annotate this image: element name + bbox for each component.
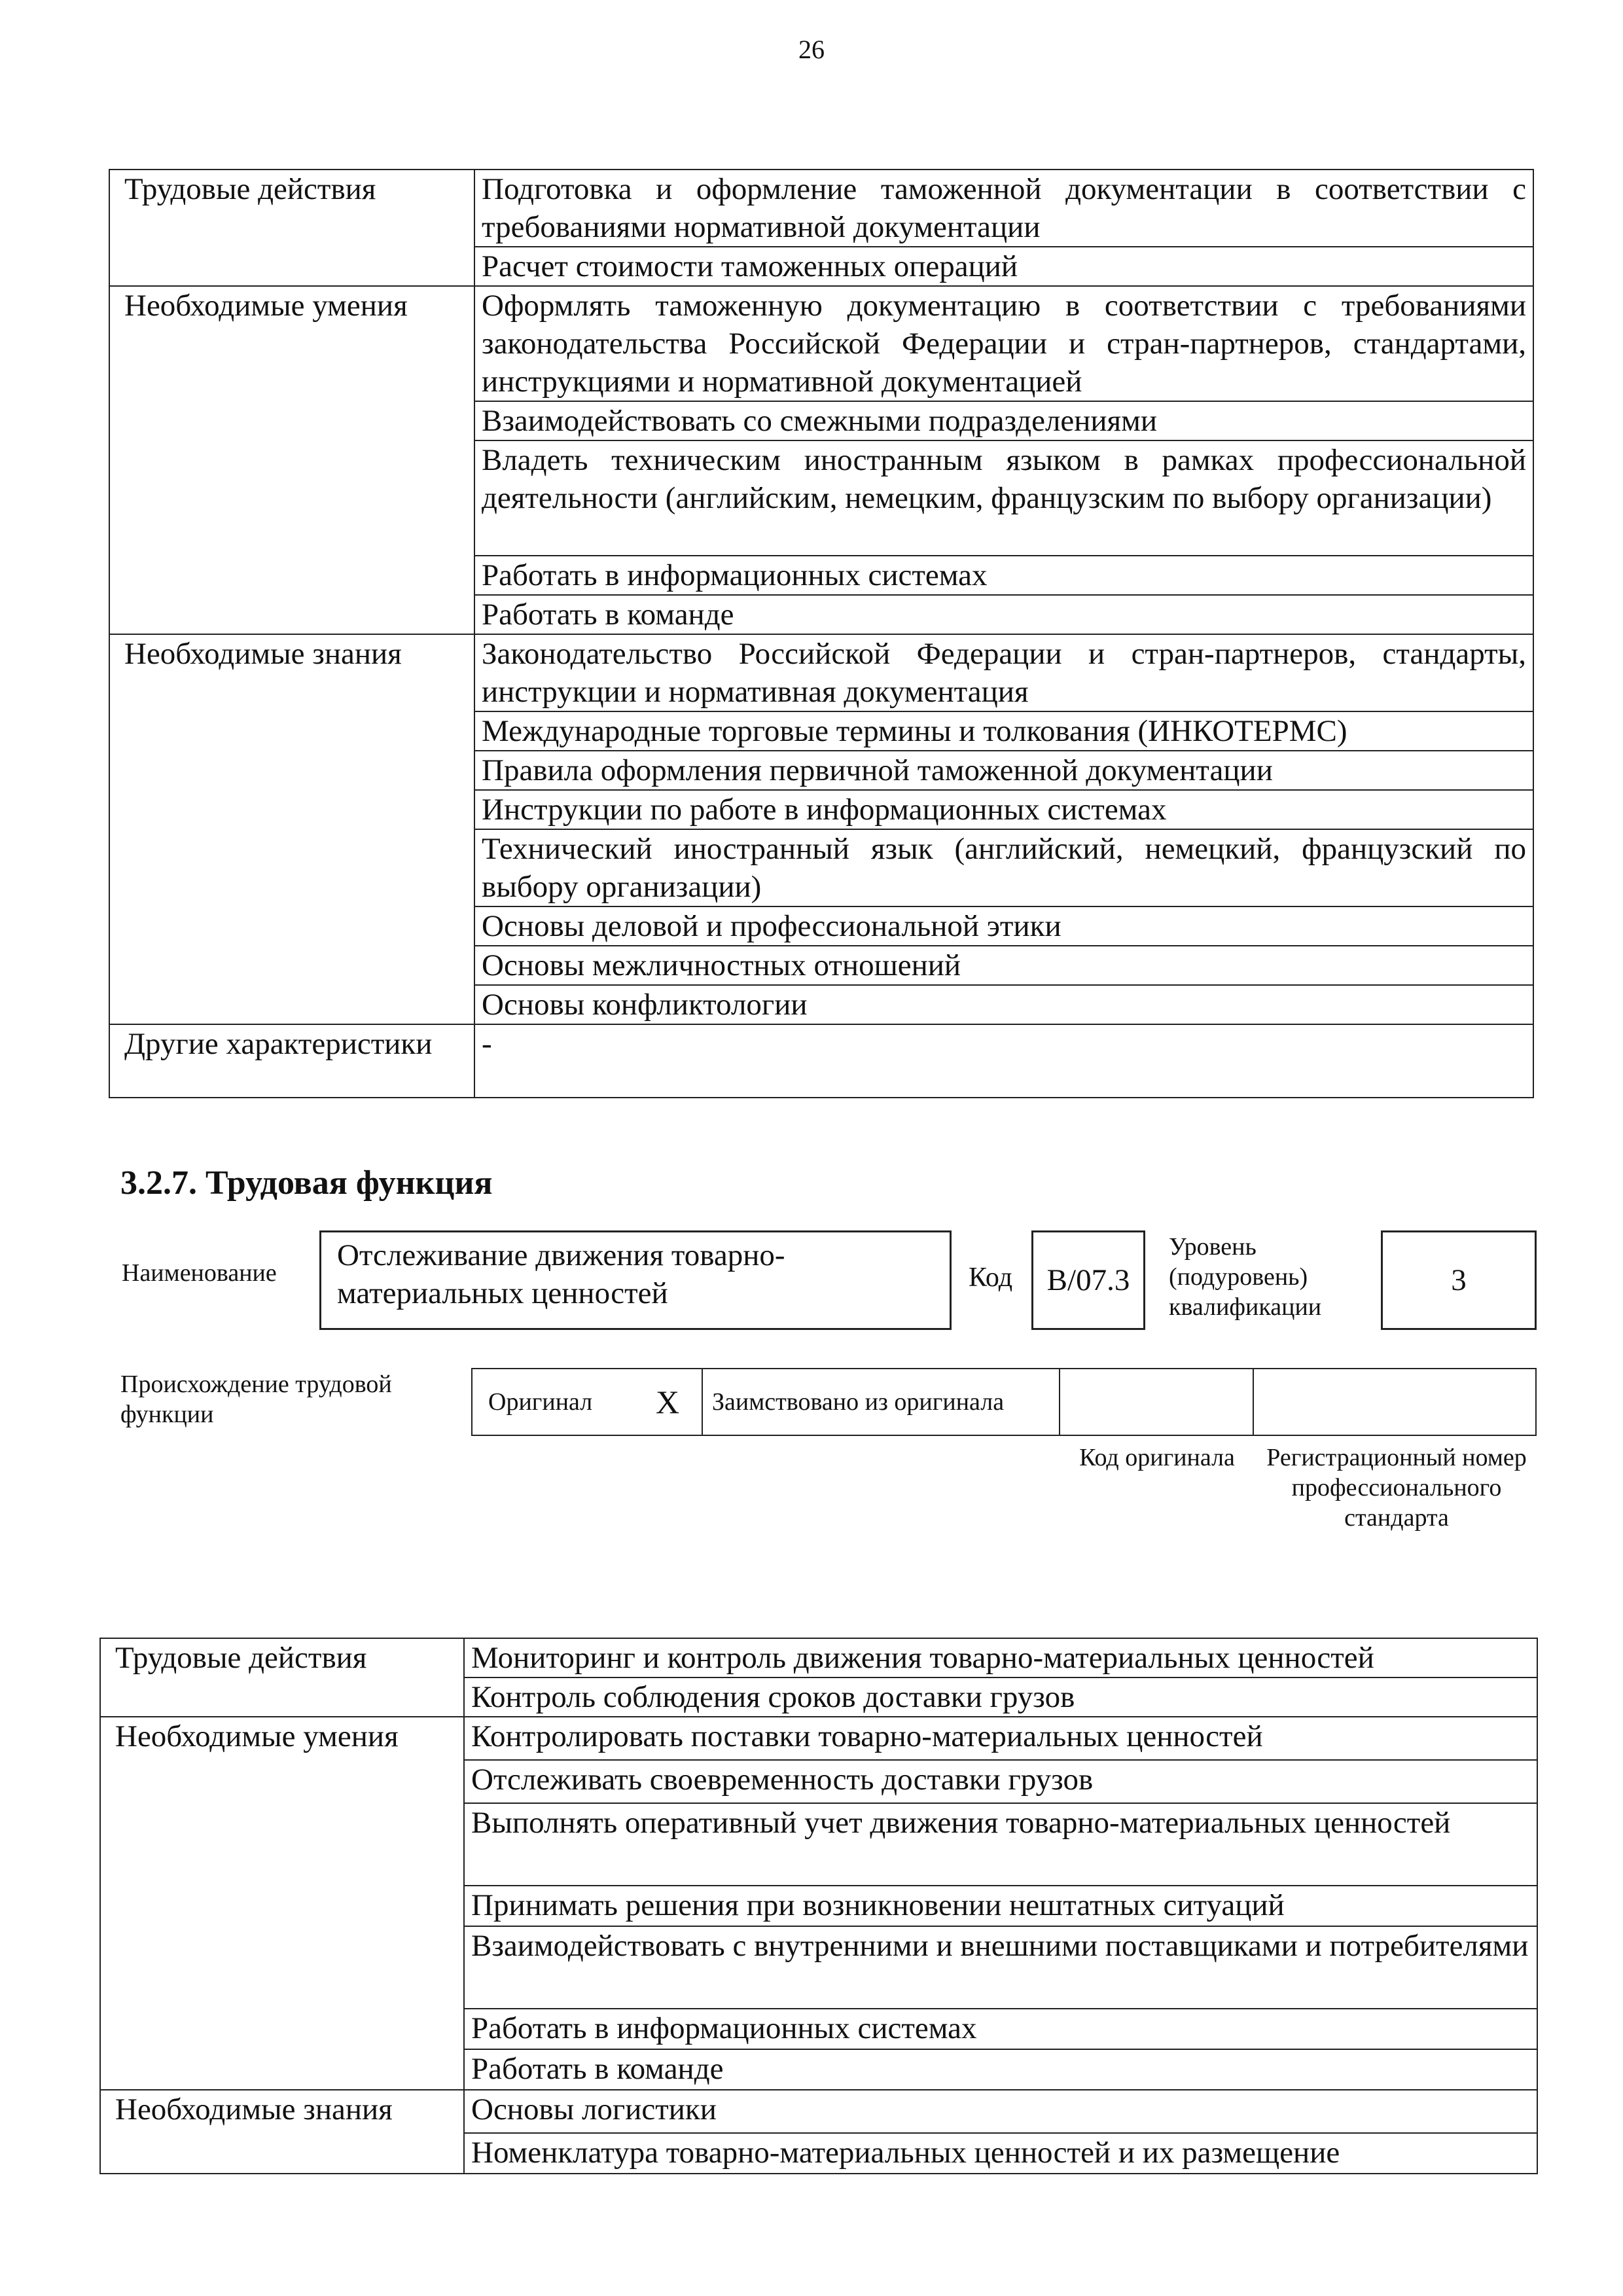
- table-cell: Работать в команде: [474, 595, 1533, 634]
- section-heading: 3.2.7. Трудовая функция: [120, 1164, 493, 1202]
- table-row: [109, 1024, 1533, 1098]
- table-cell: Номенклатура товарно-материальных ценностей и их размещение: [464, 2133, 1537, 2174]
- table-cell: Принимать решения при возникновении нештатных ситуаций: [464, 1886, 1537, 1926]
- table-cell: Правила оформления первичной таможенной документации: [474, 751, 1533, 790]
- table-cell: Выполнять оперативный учет движения товарно-материальных ценностей: [464, 1803, 1537, 1886]
- table-cell: Основы межличностных отношений: [474, 946, 1533, 985]
- table-cell: Расчет стоимости таможенных операций: [474, 247, 1533, 286]
- table-cell: Оформлять таможенную документацию в соответствии с требованиями законодательства Российской Федерации и стран-партнеров, стандартами, инструкциями и нормативной документацией: [474, 286, 1533, 401]
- row-label: Необходимые умения: [100, 1717, 464, 2090]
- requirements-table-1: [109, 169, 1534, 1098]
- table-cell: Работать в информационных системах: [474, 556, 1533, 595]
- row-label: Необходимые умения: [109, 286, 474, 634]
- table-cell: Законодательство Российской Федерации и стран-партнеров, стандарты, инструкции и нормативная документация: [474, 634, 1533, 711]
- code-label: Код: [969, 1263, 1013, 1293]
- reg-number-cell: [1254, 1369, 1537, 1435]
- level-value-box: 3: [1381, 1230, 1537, 1330]
- row-label: Другие характеристики: [109, 1024, 474, 1098]
- table-cell: Основы конфликтологии: [474, 985, 1533, 1024]
- table-cell: Контролировать поставки товарно-материальных ценностей: [464, 1717, 1537, 1760]
- table-cell: Работать в команде: [464, 2049, 1537, 2090]
- table-row: [100, 2090, 1537, 2133]
- level-label: Уровень (подуровень) квалификации: [1169, 1233, 1322, 1321]
- original-cell: [473, 1369, 703, 1435]
- code-original-cell: [1060, 1369, 1254, 1435]
- table-cell: Контроль соблюдения сроков доставки грузов: [464, 1677, 1537, 1717]
- function-name-box: Отслеживание движения товарно-материальных ценностей: [319, 1230, 952, 1330]
- reg-number-caption: Регистрационный номер профессионального стандарта: [1266, 1444, 1527, 1532]
- table-cell: Основы логистики: [464, 2090, 1537, 2133]
- table-cell: Работать в информационных системах: [464, 2009, 1537, 2049]
- page-number: 26: [798, 35, 825, 64]
- table-row: [109, 170, 1533, 247]
- borrowed-label: Заимствовано из оригинала: [712, 1388, 1005, 1416]
- table-cell: Технический иностранный язык (английский, немецкий, французский по выбору организации): [474, 829, 1533, 906]
- table-cell: Взаимодействовать с внутренними и внешними поставщиками и потребителями: [464, 1926, 1537, 2009]
- table-cell: -: [474, 1024, 1533, 1098]
- table-cell: Мониторинг и контроль движения товарно-материальных ценностей: [464, 1638, 1537, 1677]
- origin-label: Происхождение трудовой функции: [120, 1371, 392, 1428]
- table-row: [109, 634, 1533, 711]
- table-cell: Подготовка и оформление таможенной документации в соответствии с требованиями нормативной документации: [474, 170, 1533, 247]
- name-label: Наименование: [122, 1259, 277, 1287]
- table-row: [109, 286, 1533, 401]
- table-cell: Основы деловой и профессиональной этики: [474, 906, 1533, 946]
- original-mark: X: [656, 1384, 680, 1420]
- table-cell: Международные торговые термины и толкования (ИНКОТЕРМС): [474, 711, 1533, 751]
- row-label: Необходимые знания: [100, 2090, 464, 2174]
- code-value-box: B/07.3: [1031, 1230, 1145, 1330]
- table-cell: Взаимодействовать со смежными подразделениями: [474, 401, 1533, 440]
- code-original-caption: Код оригинала: [1079, 1444, 1235, 1471]
- borrowed-cell: [703, 1369, 1060, 1435]
- table-cell: Владеть техническим иностранным языком в рамках профессиональной деятельности (английским, немецким, французским по выбору организации): [474, 440, 1533, 556]
- table-cell: Отслеживать своевременность доставки грузов: [464, 1760, 1537, 1803]
- origin-strip: [471, 1368, 1537, 1436]
- table-row: [100, 1717, 1537, 1760]
- row-label: Трудовые действия: [100, 1638, 464, 1717]
- table-cell: Инструкции по работе в информационных системах: [474, 790, 1533, 829]
- table-row: [100, 1638, 1537, 1677]
- original-label: Оригинал: [488, 1388, 593, 1416]
- requirements-table-2: [99, 1638, 1538, 2174]
- row-label: Трудовые действия: [109, 170, 474, 286]
- row-label: Необходимые знания: [109, 634, 474, 1024]
